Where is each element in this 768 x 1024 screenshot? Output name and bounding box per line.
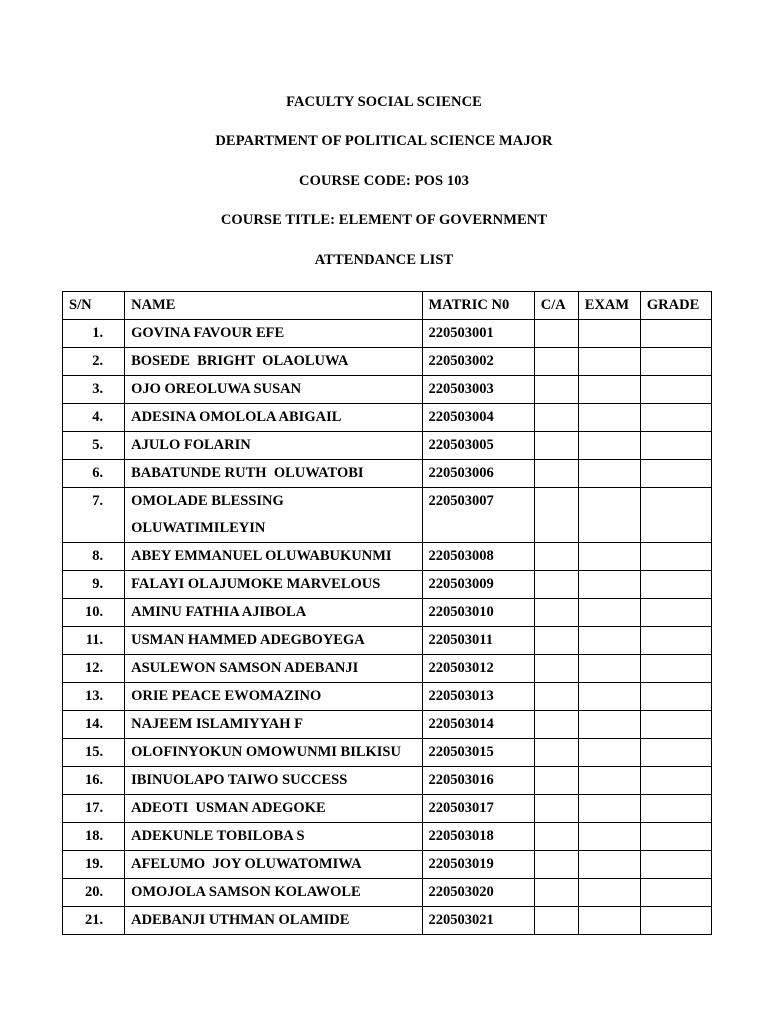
table-row: [63, 599, 712, 627]
name-cell: NAJEEM ISLAMIYYAH F: [125, 711, 422, 739]
ca-cell: [534, 543, 578, 571]
grade-cell: [640, 348, 711, 376]
name-cell: ADEOTI USMAN ADEGOKE: [125, 795, 422, 823]
sn-cell: 11.: [63, 627, 125, 655]
sn-cell: 13.: [63, 683, 125, 711]
ca-cell: [534, 879, 578, 907]
grade-cell: [640, 432, 711, 460]
sn-cell: 17.: [63, 795, 125, 823]
exam-cell: [578, 460, 640, 488]
name-cell: ADEKUNLE TOBILOBA S: [125, 823, 422, 851]
table-row: [63, 823, 712, 851]
table-row: [63, 655, 712, 683]
sn-cell: 18.: [63, 823, 125, 851]
exam-cell: [578, 739, 640, 767]
sn-cell: 15.: [63, 739, 125, 767]
ca-cell: [534, 823, 578, 851]
ca-cell: [534, 655, 578, 683]
grade-cell: [640, 404, 711, 432]
matric-cell: 220503004: [422, 404, 534, 432]
sn-cell: 19.: [63, 851, 125, 879]
table-row: [63, 320, 712, 348]
name-cell: FALAYI OLAJUMOKE MARVELOUS: [125, 571, 422, 599]
sn-cell: 12.: [63, 655, 125, 683]
ca-cell: [534, 571, 578, 599]
name-cell: ADESINA OMOLOLA ABIGAIL: [125, 404, 422, 432]
sn-cell: 16.: [63, 767, 125, 795]
grade-cell: [640, 627, 711, 655]
matric-cell: 220503007: [422, 488, 534, 543]
table-row: [63, 683, 712, 711]
ca-cell: [534, 683, 578, 711]
matric-cell: 220503008: [422, 543, 534, 571]
table-header-row: [63, 292, 712, 320]
sn-cell: 4.: [63, 404, 125, 432]
sn-cell: 14.: [63, 711, 125, 739]
sn-cell: 6.: [63, 460, 125, 488]
grade-cell: [640, 460, 711, 488]
table-row: [63, 460, 712, 488]
matric-cell: 220503009: [422, 571, 534, 599]
attendance-table: [62, 291, 712, 935]
table-row: [63, 488, 712, 543]
name-cell: BOSEDE BRIGHT OLAOLUWA: [125, 348, 422, 376]
name-cell: AJULO FOLARIN: [125, 432, 422, 460]
name-cell: ASULEWON SAMSON ADEBANJI: [125, 655, 422, 683]
department-heading: DEPARTMENT OF POLITICAL SCIENCE MAJOR: [215, 133, 553, 149]
matric-cell: 220503002: [422, 348, 534, 376]
name-cell: OMOLADE BLESSING OLUWATIMILEYIN: [125, 488, 422, 543]
name-cell: OJO OREOLUWA SUSAN: [125, 376, 422, 404]
matric-cell: 220503017: [422, 795, 534, 823]
name-cell: AMINU FATHIA AJIBOLA: [125, 599, 422, 627]
grade-cell: [640, 488, 711, 543]
column-header-ca: C/A: [534, 292, 578, 320]
sn-cell: 8.: [63, 543, 125, 571]
grade-cell: [640, 823, 711, 851]
ca-cell: [534, 851, 578, 879]
ca-cell: [534, 627, 578, 655]
column-header-name: NAME: [125, 292, 422, 320]
table-row: [63, 432, 712, 460]
grade-cell: [640, 795, 711, 823]
exam-cell: [578, 432, 640, 460]
ca-cell: [534, 348, 578, 376]
matric-cell: 220503013: [422, 683, 534, 711]
ca-cell: [534, 739, 578, 767]
exam-cell: [578, 879, 640, 907]
exam-cell: [578, 320, 640, 348]
table-row: [63, 767, 712, 795]
grade-cell: [640, 879, 711, 907]
table-row: [63, 907, 712, 935]
exam-cell: [578, 376, 640, 404]
ca-cell: [534, 767, 578, 795]
attendance-list-title: ATTENDANCE LIST: [314, 252, 454, 268]
exam-cell: [578, 599, 640, 627]
exam-cell: [578, 543, 640, 571]
matric-cell: 220503011: [422, 627, 534, 655]
exam-cell: [578, 823, 640, 851]
sn-cell: 2.: [63, 348, 125, 376]
table-row: [63, 404, 712, 432]
exam-cell: [578, 488, 640, 543]
matric-cell: 220503020: [422, 879, 534, 907]
column-header-grade: GRADE: [640, 292, 711, 320]
grade-cell: [640, 907, 711, 935]
sn-cell: 5.: [63, 432, 125, 460]
name-cell: BABATUNDE RUTH OLUWATOBI: [125, 460, 422, 488]
course-title-heading: COURSE TITLE: ELEMENT OF GOVERNMENT: [220, 212, 548, 228]
name-cell: OLOFINYOKUN OMOWUNMI BILKISU: [125, 739, 422, 767]
table-row: [63, 376, 712, 404]
name-cell: GOVINA FAVOUR EFE: [125, 320, 422, 348]
name-cell: ADEBANJI UTHMAN OLAMIDE: [125, 907, 422, 935]
ca-cell: [534, 599, 578, 627]
sn-cell: 10.: [63, 599, 125, 627]
matric-cell: 220503006: [422, 460, 534, 488]
matric-cell: 220503003: [422, 376, 534, 404]
ca-cell: [534, 460, 578, 488]
name-cell: AFELUMO JOY OLUWATOMIWA: [125, 851, 422, 879]
exam-cell: [578, 795, 640, 823]
name-cell: OMOJOLA SAMSON KOLAWOLE: [125, 879, 422, 907]
table-row: [63, 851, 712, 879]
table-row: [63, 739, 712, 767]
matric-cell: 220503005: [422, 432, 534, 460]
exam-cell: [578, 767, 640, 795]
name-cell: USMAN HAMMED ADEGBOYEGA: [125, 627, 422, 655]
sn-cell: 1.: [63, 320, 125, 348]
name-cell: IBINUOLAPO TAIWO SUCCESS: [125, 767, 422, 795]
exam-cell: [578, 404, 640, 432]
matric-cell: 220503018: [422, 823, 534, 851]
matric-cell: 220503014: [422, 711, 534, 739]
table-row: [63, 571, 712, 599]
ca-cell: [534, 432, 578, 460]
name-cell: ORIE PEACE EWOMAZINO: [125, 683, 422, 711]
sn-cell: 20.: [63, 879, 125, 907]
table-row: [63, 879, 712, 907]
grade-cell: [640, 599, 711, 627]
table-row: [63, 543, 712, 571]
sn-cell: 3.: [63, 376, 125, 404]
exam-cell: [578, 851, 640, 879]
ca-cell: [534, 907, 578, 935]
sn-cell: 9.: [63, 571, 125, 599]
matric-cell: 220503021: [422, 907, 534, 935]
matric-cell: 220503012: [422, 655, 534, 683]
exam-cell: [578, 655, 640, 683]
exam-cell: [578, 348, 640, 376]
matric-cell: 220503001: [422, 320, 534, 348]
column-header-exam: EXAM: [578, 292, 640, 320]
ca-cell: [534, 488, 578, 543]
matric-cell: 220503016: [422, 767, 534, 795]
grade-cell: [640, 543, 711, 571]
grade-cell: [640, 376, 711, 404]
name-cell: ABEY EMMANUEL OLUWABUKUNMI: [125, 543, 422, 571]
exam-cell: [578, 627, 640, 655]
table-row: [63, 348, 712, 376]
table-row: [63, 711, 712, 739]
exam-cell: [578, 711, 640, 739]
ca-cell: [534, 376, 578, 404]
grade-cell: [640, 739, 711, 767]
grade-cell: [640, 320, 711, 348]
course-code-heading: COURSE CODE: POS 103: [299, 173, 469, 189]
matric-cell: 220503015: [422, 739, 534, 767]
grade-cell: [640, 711, 711, 739]
ca-cell: [534, 795, 578, 823]
grade-cell: [640, 767, 711, 795]
ca-cell: [534, 320, 578, 348]
matric-cell: 220503010: [422, 599, 534, 627]
ca-cell: [534, 404, 578, 432]
column-header-matric: MATRIC N0: [422, 292, 534, 320]
grade-cell: [640, 851, 711, 879]
ca-cell: [534, 711, 578, 739]
matric-cell: 220503019: [422, 851, 534, 879]
grade-cell: [640, 655, 711, 683]
grade-cell: [640, 571, 711, 599]
column-header-sn: S/N: [63, 292, 125, 320]
sn-cell: 21.: [63, 907, 125, 935]
exam-cell: [578, 907, 640, 935]
grade-cell: [640, 683, 711, 711]
exam-cell: [578, 571, 640, 599]
faculty-heading: FACULTY SOCIAL SCIENCE: [286, 94, 482, 110]
exam-cell: [578, 683, 640, 711]
table-row: [63, 627, 712, 655]
table-row: [63, 795, 712, 823]
sn-cell: 7.: [63, 488, 125, 543]
